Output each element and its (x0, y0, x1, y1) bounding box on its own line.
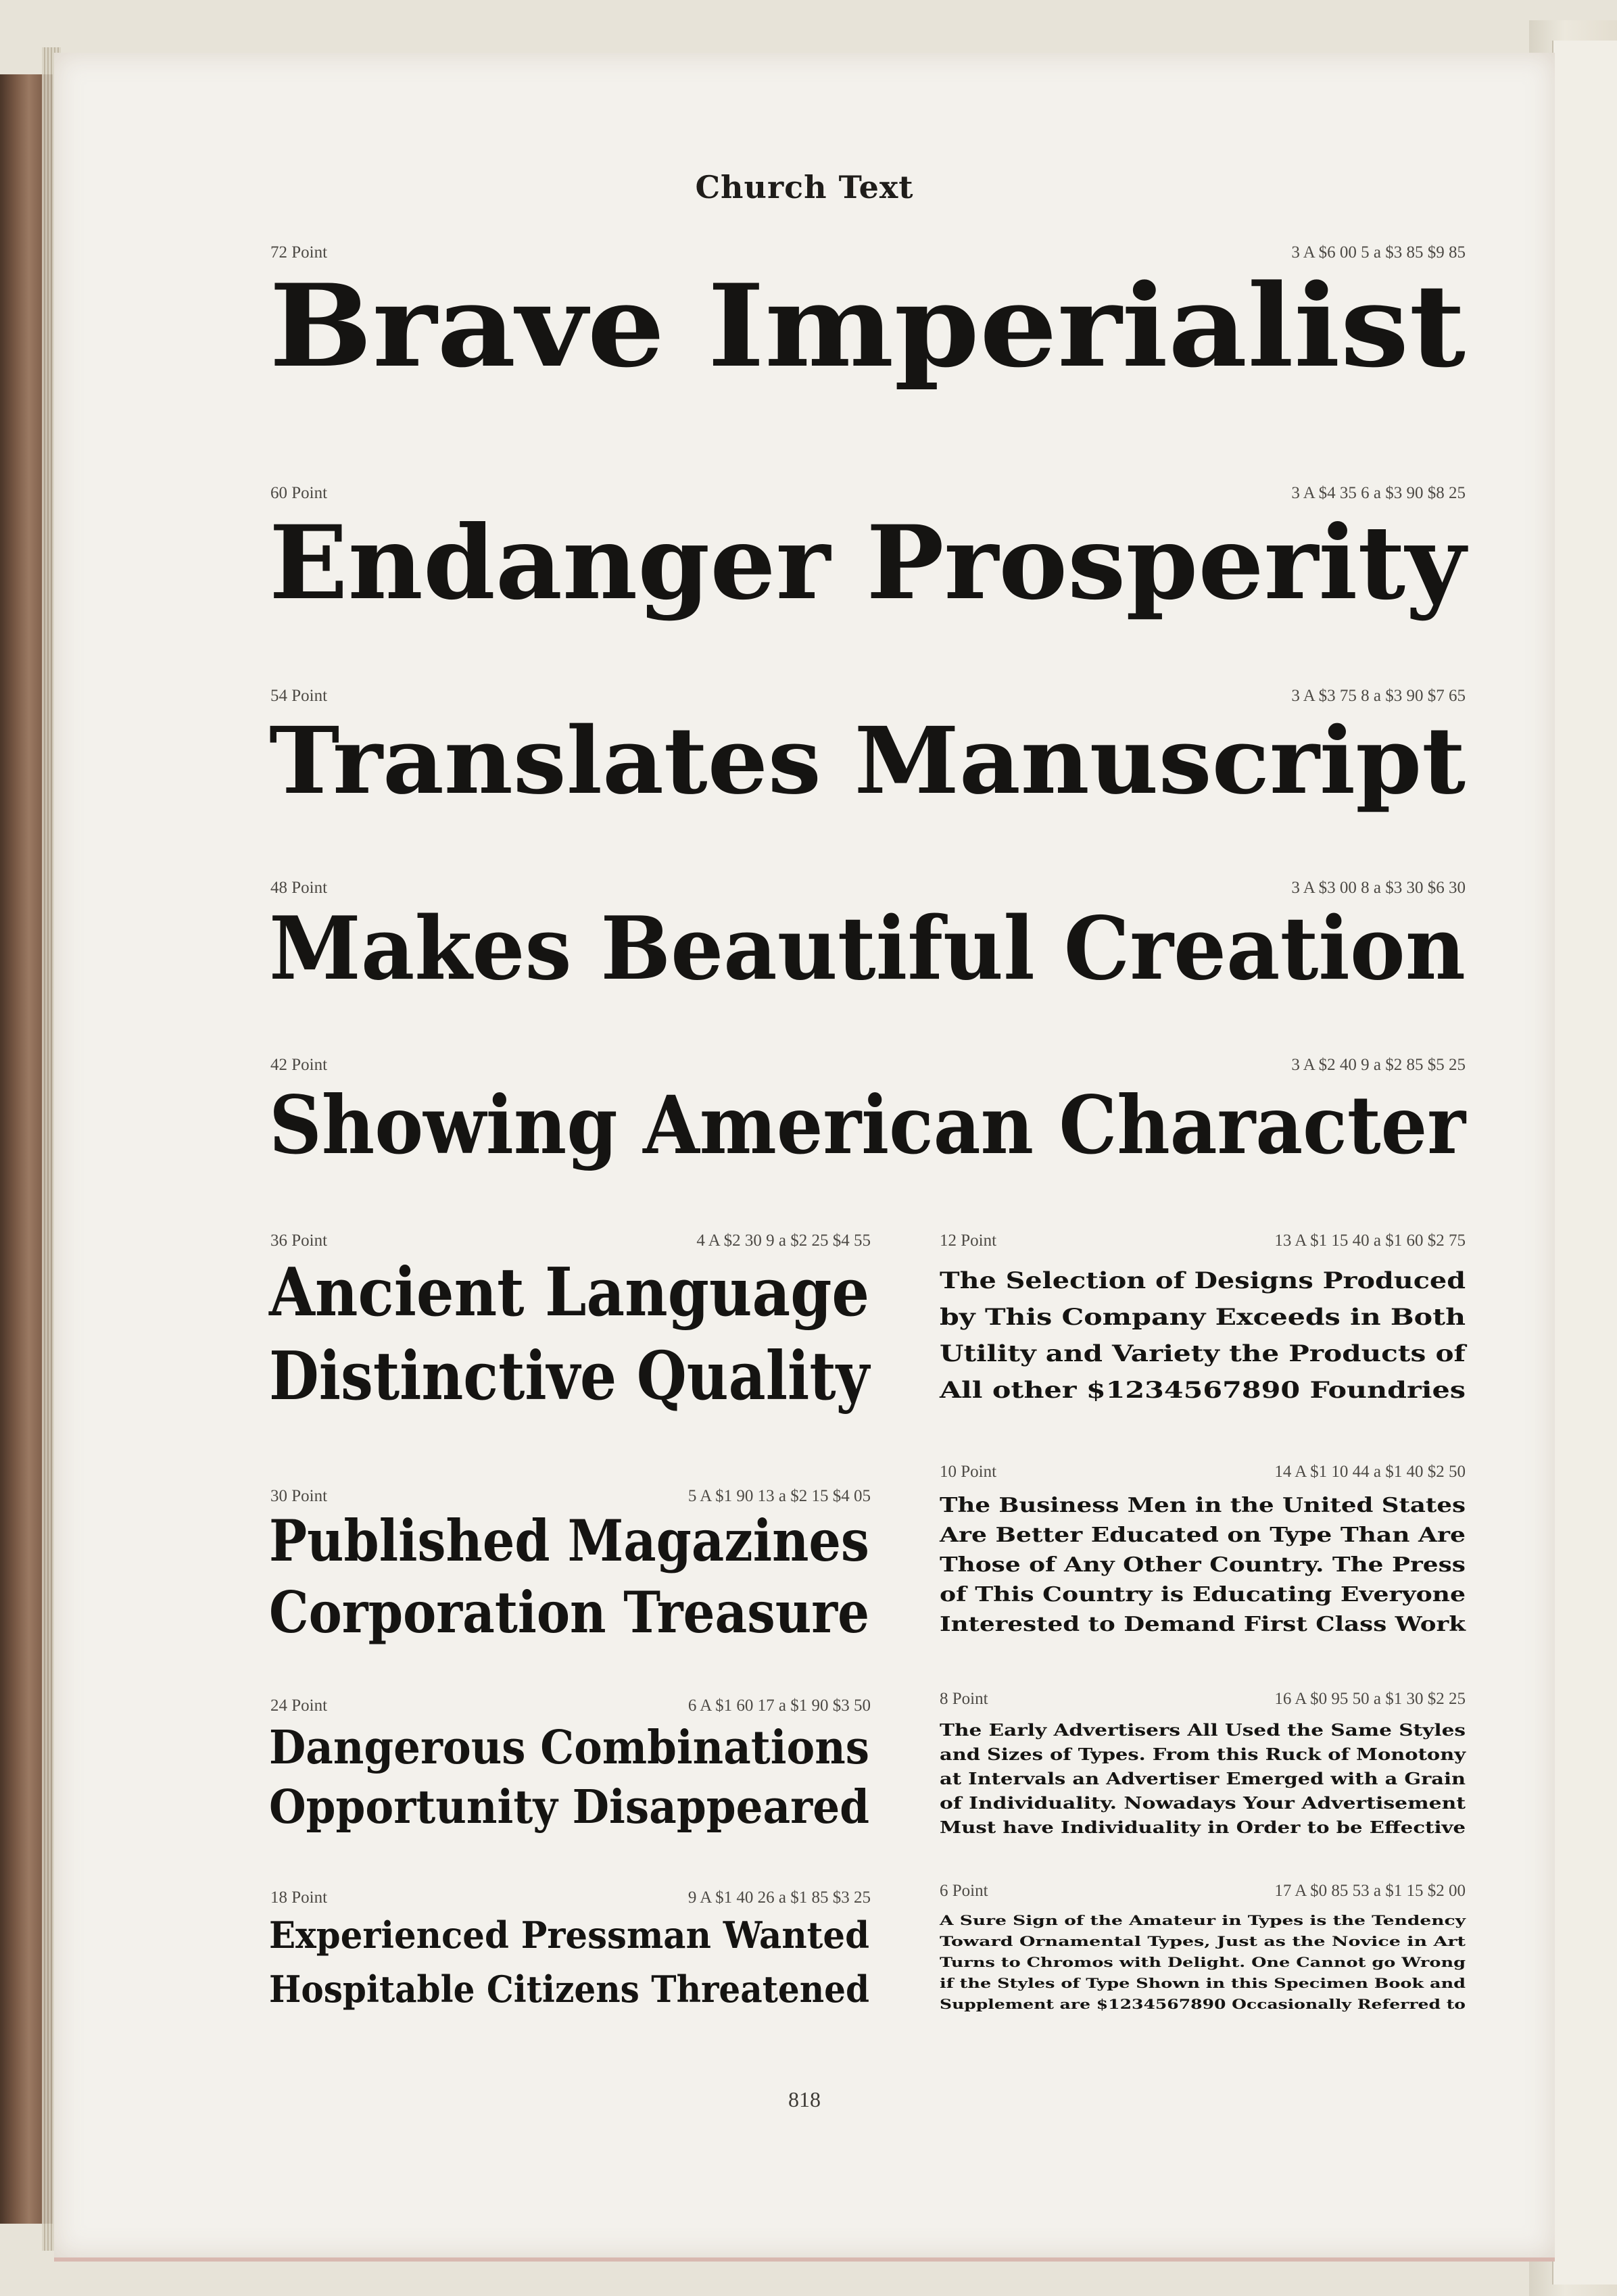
specimen-line: Must have Individuality in Order to be Effective (940, 1817, 1466, 1837)
specimen-line: Dangerous Combinations (269, 1721, 869, 1775)
specimen-line: by This Company Exceeds in Both (940, 1304, 1466, 1331)
price-label: 5 A $1 90 13 a $2 15 $4 05 (687, 1487, 871, 1505)
specimen-line: The Early Advertisers All Used the Same Styles (940, 1720, 1466, 1740)
specimen-page (54, 53, 1555, 2262)
specimen-line: Experienced Pressman Wanted (269, 1913, 869, 1957)
price-label: 3 A $3 75 8 a $3 90 $7 65 (1291, 687, 1466, 705)
specimen-paragraph (940, 1263, 1466, 1409)
size-label: 10 Point (940, 1463, 997, 1481)
specimen-paragraph (940, 1910, 1466, 2015)
specimen-line: A Sure Sign of the Amateur in Types is the Tendency (940, 1912, 1466, 1928)
size-label: 36 Point (270, 1231, 328, 1250)
specimen-line: Hospitable Citizens Threatened (269, 1968, 869, 2011)
price-label: 6 A $1 60 17 a $1 90 $3 50 (687, 1696, 871, 1715)
price-label: 3 A $2 40 9 a $2 85 $5 25 (1291, 1056, 1466, 1074)
size-label: 54 Point (270, 687, 328, 705)
facing-page (1552, 41, 1617, 2285)
price-label: 4 A $2 30 9 a $2 25 $4 55 (696, 1231, 871, 1250)
price-label: 13 A $1 15 40 a $1 60 $2 75 (1274, 1231, 1466, 1250)
size-label: 72 Point (270, 243, 328, 262)
specimen-line: The Business Men in the United States (940, 1494, 1466, 1517)
specimen-line: The Selection of Designs Produced (940, 1267, 1466, 1294)
specimen-line: at Intervals an Advertiser Emerged with a Grain (940, 1769, 1466, 1788)
specimen-line: Supplement are $1234567890 Occasionally Referred to (940, 1996, 1466, 2012)
specimen-line: Makes Beautiful Creation (269, 898, 1466, 1000)
specimen-line: Toward Ornamental Types, Just as the Novice in Art (940, 1933, 1466, 1949)
price-label: 3 A $3 00 8 a $3 30 $6 30 (1291, 879, 1466, 897)
specimen-line: Endanger Prosperity (269, 504, 1466, 622)
specimen-line: of This Country is Educating Everyone (940, 1583, 1466, 1607)
size-label: 18 Point (270, 1888, 328, 1907)
size-label: 12 Point (940, 1231, 997, 1250)
specimen-line: Distinctive Quality (269, 1338, 869, 1415)
specimen-line: and Sizes of Types. From this Ruck of Monotony (940, 1744, 1466, 1764)
price-label: 9 A $1 40 26 a $1 85 $3 25 (687, 1888, 871, 1907)
specimen-line: Turns to Chromos with Delight. One Cannot go Wrong (940, 1954, 1466, 1970)
size-label: 30 Point (270, 1487, 328, 1505)
price-label: 14 A $1 10 44 a $1 40 $2 50 (1274, 1463, 1466, 1481)
specimen-line: Showing American Character (269, 1078, 1466, 1172)
size-label: 60 Point (270, 484, 328, 502)
specimen-line: Opportunity Disappeared (269, 1780, 869, 1834)
size-label: 6 Point (940, 1882, 988, 1900)
size-label: 8 Point (940, 1690, 988, 1708)
size-label: 24 Point (270, 1696, 328, 1715)
specimen-line: Translates Manuscript (269, 707, 1466, 815)
specimen-line: Corporation Treasure (269, 1579, 869, 1646)
size-label: 48 Point (270, 879, 328, 897)
price-label: 3 A $4 35 6 a $3 90 $8 25 (1291, 484, 1466, 502)
specimen-line: if the Styles of Type Shown in this Specimen Book and (940, 1975, 1466, 1991)
specimen-line: of Individuality. Nowadays Your Advertisement (940, 1793, 1466, 1813)
specimen-paragraph (940, 1491, 1466, 1640)
specimen-line: Ancient Language (269, 1254, 869, 1332)
specimen-line: Utility and Variety the Products of (940, 1340, 1466, 1367)
price-label: 3 A $6 00 5 a $3 85 $9 85 (1291, 243, 1466, 262)
price-label: 16 A $0 95 50 a $1 30 $2 25 (1274, 1690, 1466, 1708)
specimen-paragraph (940, 1718, 1466, 1840)
page-number: 818 (788, 2087, 821, 2111)
specimen-line: Those of Any Other Country. The Press (940, 1553, 1466, 1577)
price-label: 17 A $0 85 53 a $1 15 $2 00 (1274, 1882, 1466, 1900)
page-title: Church Text (695, 169, 914, 205)
specimen-line: Brave Imperialist (269, 259, 1466, 393)
specimen-line: Interested to Demand First Class Work (940, 1613, 1466, 1636)
specimen-line: Published Magazines (269, 1507, 869, 1574)
specimen-line: Are Better Educated on Type Than Are (940, 1523, 1466, 1547)
size-label: 42 Point (270, 1056, 328, 1074)
specimen-line: All other $1234567890 Foundries (940, 1377, 1466, 1404)
